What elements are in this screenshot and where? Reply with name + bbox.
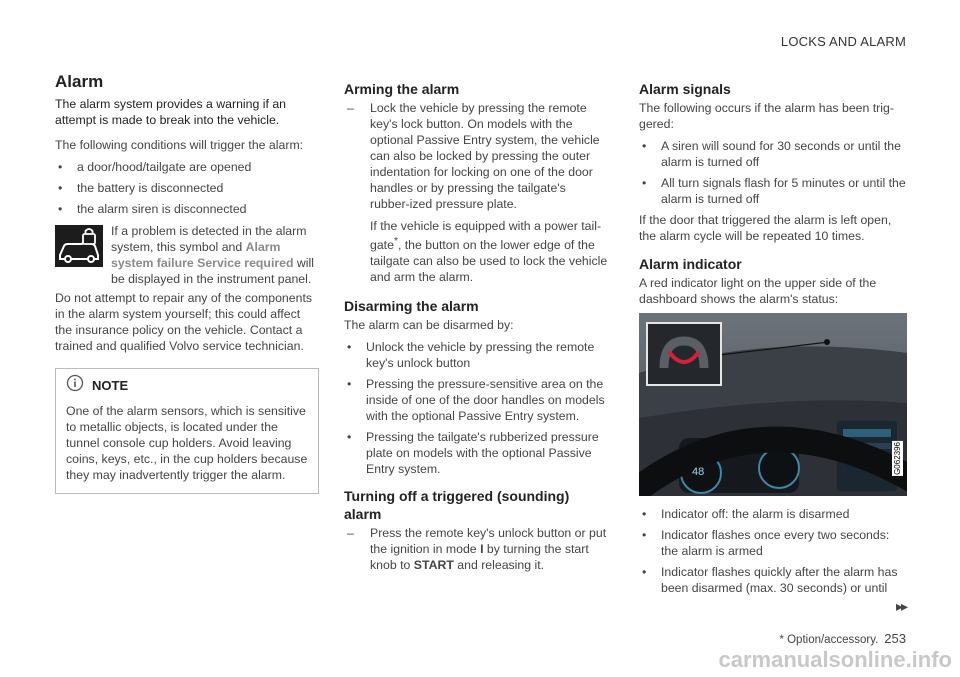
note-box <box>55 368 319 494</box>
page-number: 253 <box>884 631 906 646</box>
continue-arrows-icon: ▸▸ <box>895 598 906 614</box>
list-item: • A siren will sound for 30 seconds or until the alarm is turned off <box>642 139 901 169</box>
signals-list <box>639 138 907 207</box>
speed-readout: 48 <box>692 466 705 478</box>
dashboard-illustration <box>639 313 907 496</box>
list-item: • Unlock the vehicle by pressing the remote key's unlock button <box>347 340 595 371</box>
watermark: carmanualsonline.info <box>718 647 952 672</box>
section-title-alarm: Alarm <box>55 72 104 91</box>
note-title: NOTE <box>92 378 129 393</box>
list-item: • Indicator flashes quickly after the alarm has been disarmed (max. 30 seconds) or until <box>642 565 898 595</box>
column-signals <box>639 80 907 601</box>
problem-block <box>55 223 319 287</box>
info-icon <box>66 374 84 397</box>
section-title-signals: Alarm signals <box>639 81 731 97</box>
page-footer <box>779 631 906 646</box>
indicator-list <box>639 506 907 596</box>
section-title-disarming: Disarming the alarm <box>344 298 479 315</box>
list-item: • a door/hood/tailgate are opened <box>58 160 252 174</box>
signals-repeat: If the door that triggered the alarm is left open, the alarm cycle will be repeated 10 times. <box>639 213 892 243</box>
turnoff-step: – Press the remote key's unlock button or put the ignition in mode I by turning the start knob to START and releasing it. <box>347 526 607 573</box>
alarm-lead: The alarm system provides a warning if an attempt is made to break into the vehicle. <box>55 97 287 127</box>
section-title-turning-off: Turning off a triggered (sounding) alarm <box>344 488 570 523</box>
option-footnote: * Option/accessory. <box>779 634 879 646</box>
image-code: G062396 <box>893 442 902 475</box>
list-item: • Indicator flashes once every two seconds: the alarm is armed <box>642 528 890 558</box>
section-title-indicator: Alarm indicator <box>639 256 742 272</box>
list-item: • the alarm siren is disconnected <box>58 202 247 216</box>
column-arming <box>344 80 608 573</box>
signals-intro: The following occurs if the alarm has been trig-gered: <box>639 101 894 131</box>
note-text: One of the alarm sensors, which is sensitive to metallic objects, is located under the tunnel console cup holders. Avoid leaving coins, keys, etc., in the cup holders because they may inadvertently trigger the alarm. <box>66 404 308 482</box>
section-title-arming: Arming the alarm <box>344 81 460 97</box>
repair-warning: Do not attempt to repair any of the components in the alarm system yourself; this could affect the insurance policy on the vehicle. Contact a trained and qualified Volvo service technician. <box>55 291 313 353</box>
list-item: • Pressing the tailgate's rubberized pressure plate on models with the optional Passive Entry system. <box>347 430 599 477</box>
list-item: • the battery is disconnected <box>58 181 224 195</box>
column-alarm <box>55 72 319 494</box>
disarm-list <box>344 339 608 477</box>
option-asterisk: * <box>393 236 398 247</box>
arming-step: – Lock the vehicle by pressing the remote key's lock button. On models with the optional Passive Entry system, the vehicle can also be locked by pressing the outer indentation for locking on one of the door handles or by pressing the tailgate's rubber-ized pressure plate. <box>347 101 600 211</box>
conditions-list <box>55 159 319 217</box>
problem-text: If a problem is detected in the alarm system, this symbol and Alarm system failure Service required will be displayed in the instrument panel. <box>111 224 314 286</box>
list-item: • Pressing the pressure-sensitive area on the inside of one of the door handles on models with the optional Passive Entry system. <box>347 377 605 424</box>
disarm-intro: The alarm can be disarmed by: <box>344 318 514 333</box>
alarm-failure-message: Alarm system failure Service required <box>111 240 294 270</box>
list-item: • All turn signals flash for 5 minutes or until the alarm is turned off <box>642 176 906 206</box>
running-header: LOCKS AND ALARM <box>780 34 906 49</box>
alarm-fault-symbol-icon <box>55 225 103 269</box>
conditions-intro: The following conditions will trigger the alarm: <box>55 138 304 152</box>
list-item: • Indicator off: the alarm is disarmed <box>642 507 850 521</box>
indicator-intro: A red indicator light on the upper side of the dashboard shows the alarm's status: <box>639 276 877 306</box>
arming-extra: If the vehicle is equipped with a power tail-gate*, the button on the lower edge of the tailgate can also be used to lock the vehicle and arm the alarm. <box>370 219 608 285</box>
